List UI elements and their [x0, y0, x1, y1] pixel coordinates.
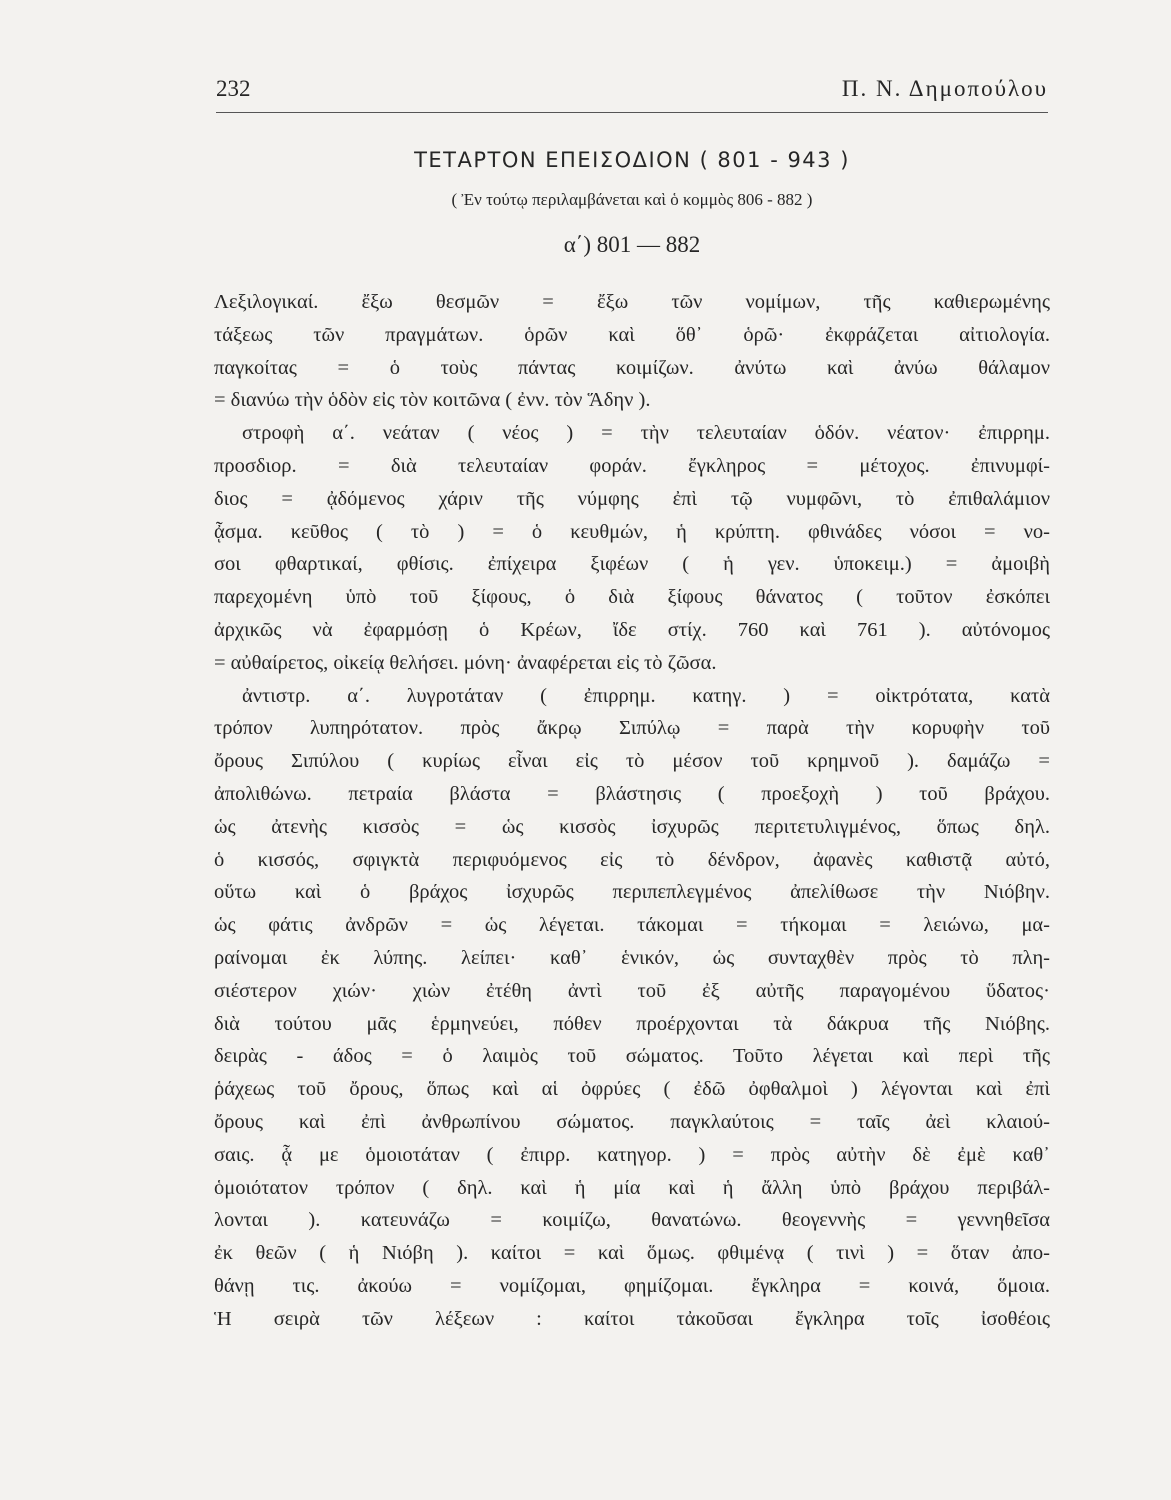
text-line: ὡς ἀτενὴς κισσὸς = ὡς κισσὸς ἰσχυρῶς περιτετυλιγμένος, ὅπως δηλ. — [214, 815, 1050, 838]
page-number: 232 — [216, 76, 251, 101]
text-line: ἐκ θεῶν ( ἡ Νιόβη ). καίτοι = καὶ ὅμως. φθιμένᾳ ( τινὶ ) = ὅταν ἀπο- — [214, 1242, 1050, 1265]
text-line: λονται ). κατευνάζω = κοιμίζω, θανατώνω. θεογεννὴς = γεννηθεῖσα — [214, 1209, 1050, 1232]
text-line: θάνῃ τις. ἀκούω = νομίζομαι, φημίζομαι. ἔγκληρα = κοινά, ὅμοια. — [214, 1274, 1050, 1297]
text-line: ῥάχεως τοῦ ὄρους, ὅπως καὶ αἱ ὀφρύες ( ἐδῶ ὀφθαλμοὶ ) λέγονται καὶ ἐπὶ — [214, 1078, 1050, 1101]
text-line: ὁ κισσός, σφιγκτὰ περιφυόμενος εἰς τὸ δένδρον, ἀφανὲς καθιστᾷ αὐτό, — [214, 848, 1050, 871]
text-line: ᾆσμα. κεῦθος ( τὸ ) = ὁ κευθμών, ἡ κρύπτη. φθινάδες νόσοι = νο- — [214, 520, 1050, 543]
text-line: ὄρους καὶ ἐπὶ ἀνθρωπίνου σώματος. παγκλαύτοις = ταῖς ἀεὶ κλαιού- — [214, 1110, 1050, 1133]
text-line: διος = ᾀδόμενος χάριν τῆς νύμφης ἐπὶ τῷ νυμφῶνι, τὸ ἐπιθαλάμιον — [214, 487, 1050, 510]
header-rule — [216, 112, 1048, 113]
text-line: ἀντιστρ. α΄. λυγροτάταν ( ἐπιρρημ. κατηγ. ) = οἰκτρότατα, κατὰ — [242, 684, 1050, 707]
text-line: Λεξιλογικαί. ἔξω θεσμῶν = ἔξω τῶν νομίμων, τῆς καθιερωμένης — [214, 291, 1050, 313]
text-line: ὡς φάτις ἀνδρῶν = ὡς λέγεται. τάκομαι = τήκομαι = λειώνω, μα- — [214, 914, 1050, 937]
text-line: = διανύω τὴν ὁδὸν εἰς τὸν κοιτῶνα ( ἐνν. τὸν Ἅδην ). — [214, 389, 651, 412]
text-line: ἀρχικῶς νὰ ἐφαρμόσῃ ὁ Κρέων, ἴδε στίχ. 760 καὶ 761 ). αὐτόνομος — [214, 618, 1050, 641]
text-line: ἀπολιθώνω. πετραία βλάστα = βλάστησις ( προεξοχὴ ) τοῦ βράχου. — [214, 782, 1050, 805]
text-line: οὕτω καὶ ὁ βράχος ἰσχυρῶς περιπεπλεγμένος ἀπελίθωσε τὴν Νιόβην. — [214, 881, 1050, 904]
text-line: ὁμοιότατον τρόπον ( δηλ. καὶ ἡ μία καὶ ἡ ἄλλη ὑπὸ βράχου περιβάλ- — [214, 1176, 1050, 1199]
text-line: σοι φθαρτικαί, φθίσις. ἐπίχειρα ξιφέων ( ἡ γεν. ὑποκειμ.) = ἀμοιβὴ — [214, 553, 1050, 576]
section-title: ΤΕΤΑΡΤΟΝ ΕΠΕΙΣΟΔΙΟΝ ( 801 - 943 ) — [414, 148, 850, 172]
text-line: διὰ τούτου μᾶς ἑρμηνεύει, πόθεν προέρχονται τὰ δάκρυα τῆς Νιόβης. — [214, 1012, 1050, 1035]
section-note: ( Ἐν τούτῳ περιλαμβάνεται καὶ ὁ κομμὸς 806 - 882 ) — [451, 190, 813, 209]
text-line: παρεχομένη ὑπὸ τοῦ ξίφους, ὁ διὰ ξίφους θάνατος ( τοῦτον ἐσκόπει — [214, 586, 1050, 609]
running-head: Π. Ν. Δημοπούλου — [841, 76, 1048, 101]
text-line: παγκοίτας = ὁ τοὺς πάντας κοιμίζων. ἀνύτω καὶ ἀνύω θάλαμον — [214, 356, 1050, 379]
text-line: Ἡ σειρὰ τῶν λέξεων : καίτοι τἀκοῦσαι ἔγκληρα τοῖς ἰσοθέοις — [214, 1307, 1050, 1330]
commentary-text — [214, 286, 1050, 1336]
text-line: δειρὰς - άδος = ὁ λαιμὸς τοῦ σώματος. Τοῦτο λέγεται καὶ περὶ τῆς — [214, 1045, 1050, 1068]
text-line: τάξεως τῶν πραγμάτων. ὁρῶν καὶ ὅθ᾽ ὁρῶ· ἐκφράζεται αἰτιολογία. — [214, 323, 1050, 346]
text-line: τρόπον λυπηρότατον. πρὸς ἄκρῳ Σιπύλῳ = παρὰ τὴν κορυφὴν τοῦ — [214, 717, 1050, 740]
text-line: = αὐθαίρετος, οἰκείᾳ θελήσει. μόνη· ἀναφέρεται εἰς τὸ ζῶσα. — [214, 651, 717, 674]
text-line: στροφὴ α΄. νεάταν ( νέος ) = τὴν τελευταίαν ὁδόν. νέατον· ἐπιρρημ. — [242, 422, 1050, 445]
text-line: ὄρους Σιπύλου ( κυρίως εἶναι εἰς τὸ μέσον τοῦ κρημνοῦ ). δαμάζω = — [214, 750, 1050, 773]
page-header — [216, 76, 1048, 106]
text-line: σαις. ᾇ με ὁμοιοτάταν ( ἐπιρρ. κατηγορ. ) = πρὸς αὐτὴν δὲ ἐμὲ καθ᾽ — [214, 1143, 1050, 1166]
text-line: σιέστερον χιών· χιὼν ἐτέθη ἀντὶ τοῦ ἐξ αὐτῆς παραγομένου ὕδατος· — [214, 979, 1050, 1002]
subsection-heading: α΄) 801 — 882 — [563, 232, 701, 257]
text-line: ραίνομαι ἐκ λύπης. λείπει· καθ᾽ ἑνικόν, ὡς συνταχθὲν πρὸς τὸ πλη- — [214, 946, 1050, 969]
text-line: προσδιορ. = διὰ τελευταίαν φοράν. ἔγκληρος = μέτοχος. ἐπινυμφί- — [214, 454, 1050, 477]
